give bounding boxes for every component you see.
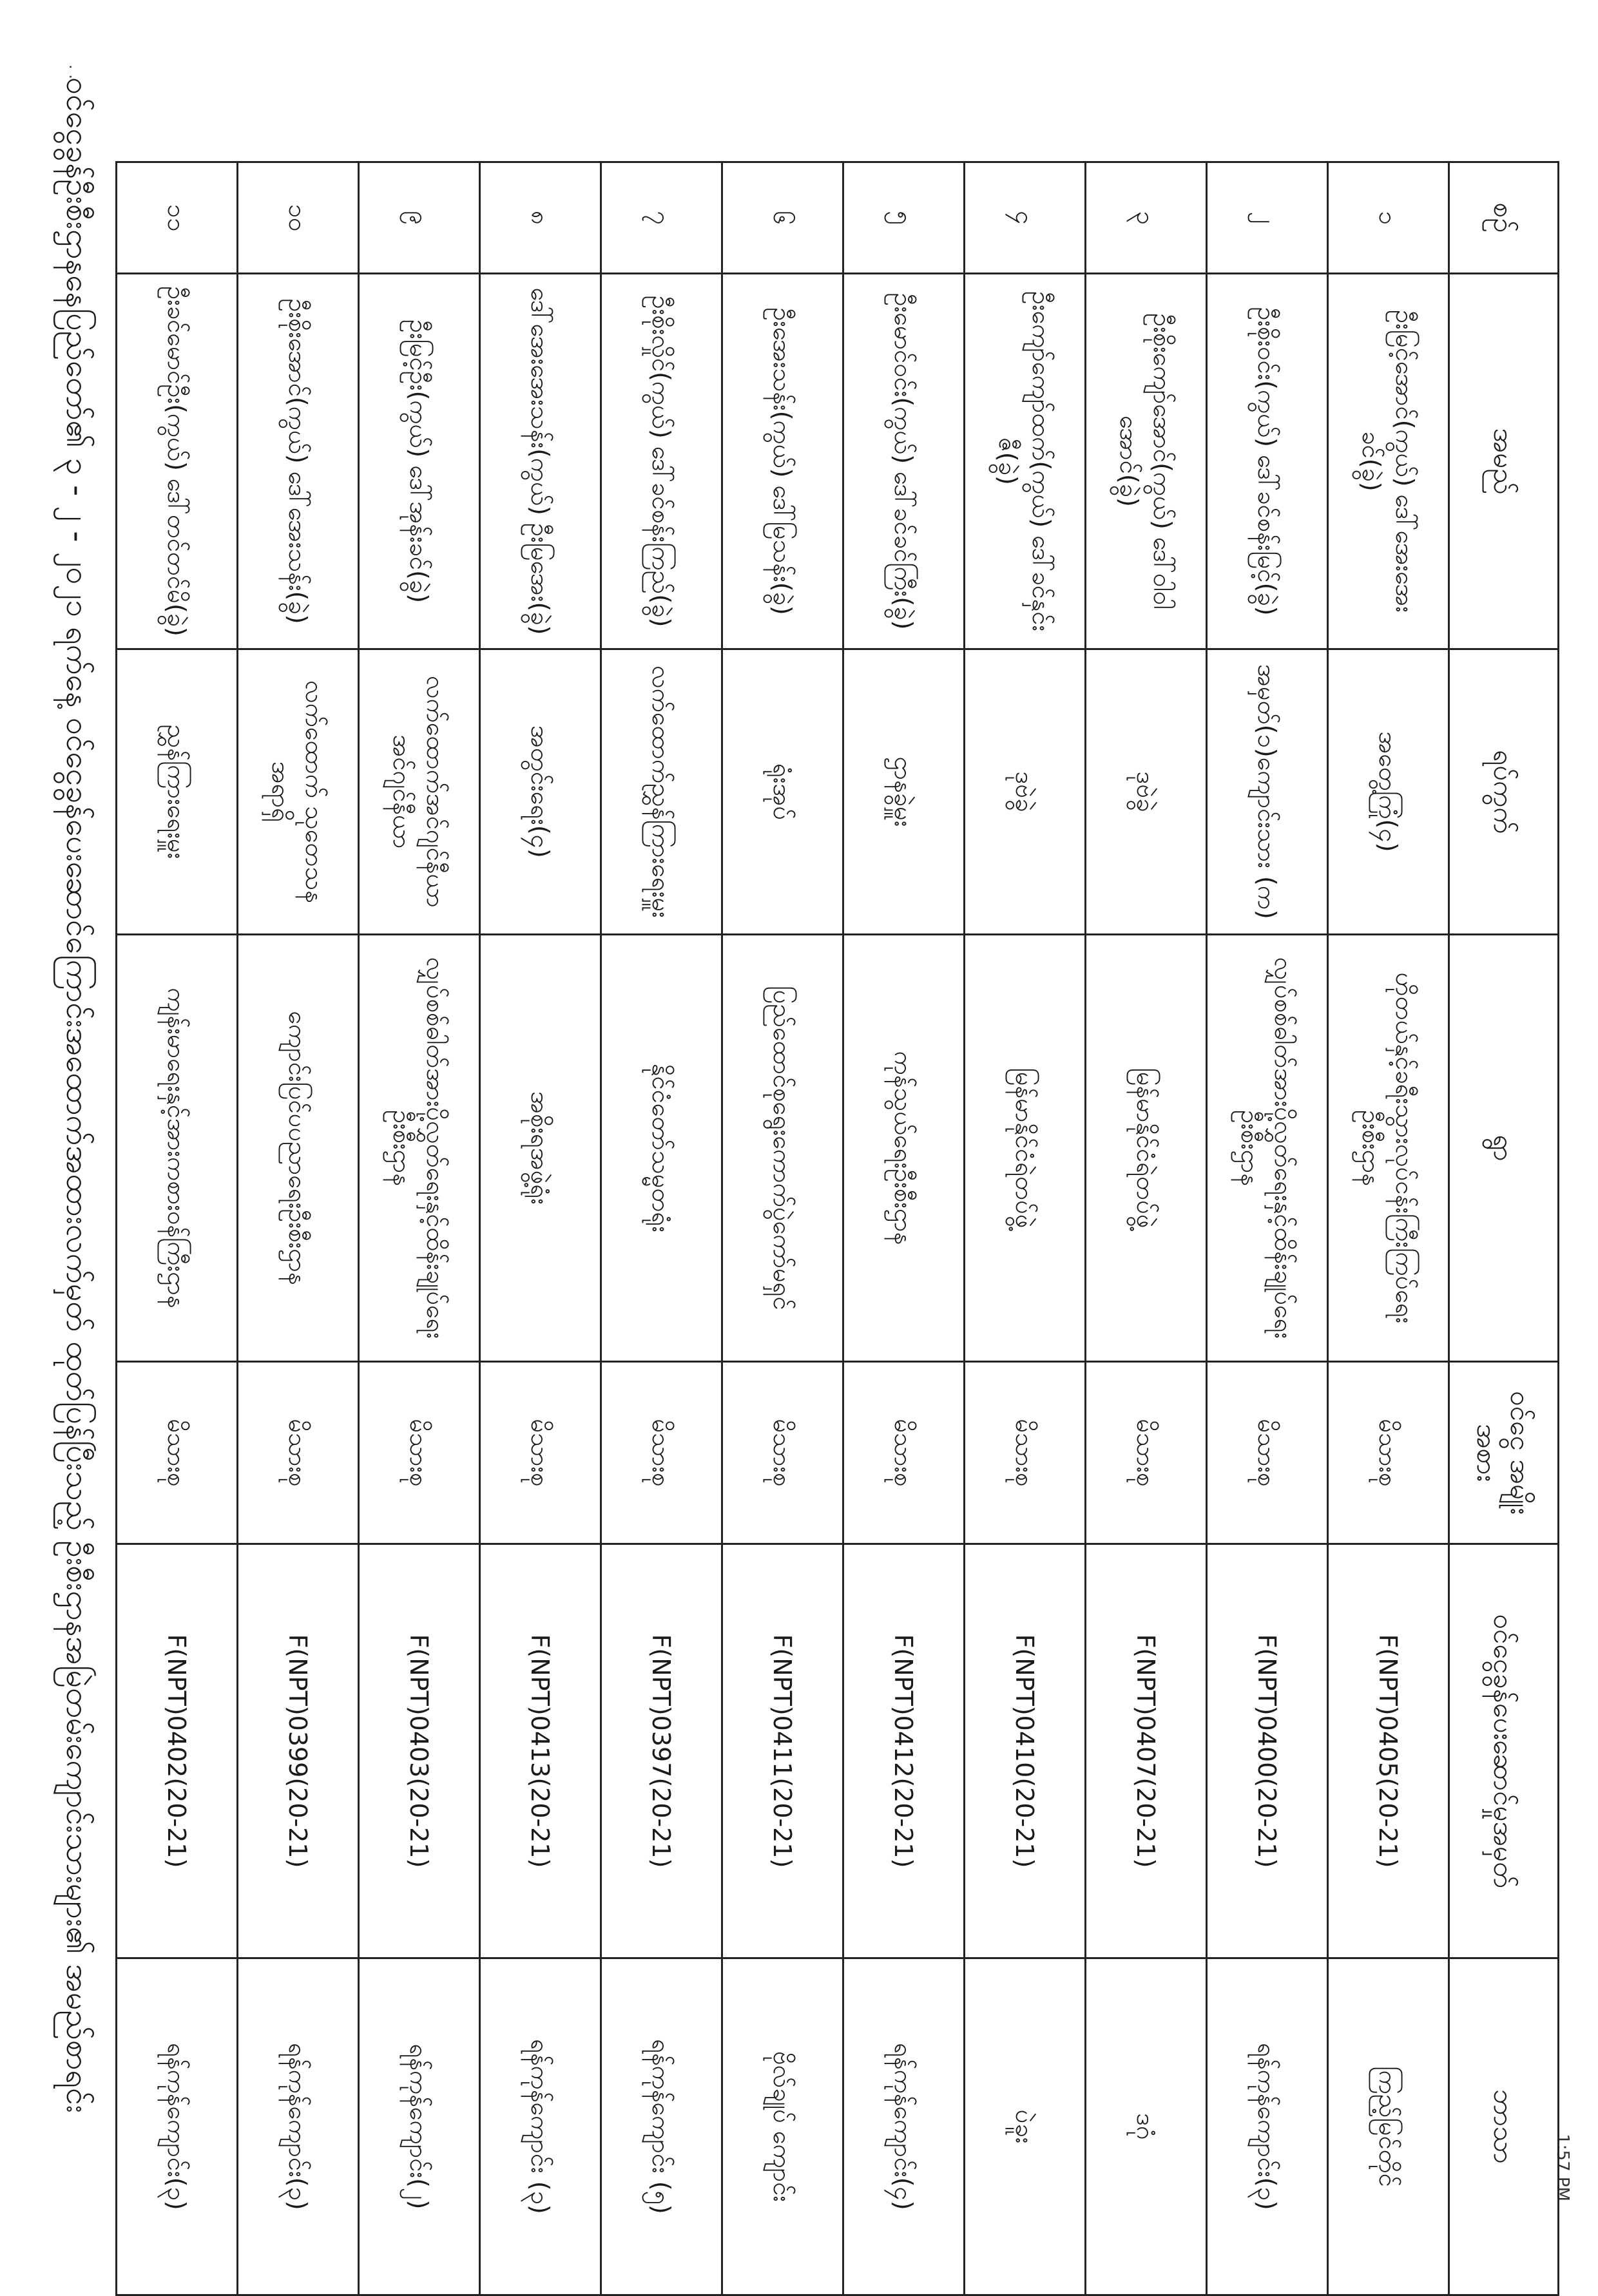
cell-cert: F(NPT)0407(20-21) [1086, 1544, 1207, 1958]
header-remark: ဘာသာ [1449, 1958, 1559, 2295]
cell-remark: ရန်ကုန်ကျောင်း(၄) [843, 1958, 965, 2295]
cell-no: ၆ [722, 162, 843, 274]
cell-no: ၃ [1086, 162, 1207, 274]
cell-cert: F(NPT)0397(20-21) [601, 1544, 722, 1958]
cell-type: မိသားစု [1207, 1362, 1328, 1544]
header-no: စဉ် [1449, 162, 1559, 274]
cell-village: မြန်မာနိုင်ငံရဲတပ်ဖွဲ့ [965, 935, 1086, 1362]
cell-type: မိသားစု [843, 1362, 965, 1544]
cell-village: လျှပ်စစ်ဓါတ်အားပို့လွှတ်ရေးနှင့်ထိန်းချုပ်ရေး ဦးစီးဌာန [359, 935, 480, 1362]
table-row [722, 162, 843, 2295]
cell-remark: ဒဂုံ [1086, 1958, 1207, 2295]
scan-timestamp: 1:57 PM [1553, 2134, 1572, 2201]
table-row [359, 162, 480, 2295]
cell-cert: F(NPT)0405(20-21) [1328, 1544, 1449, 1958]
cell-village: ကုန်သွယ်ရေးဦးစီးဌာန [843, 935, 965, 1362]
cell-name: ဦးကျော်ကျော်ထက်(ကွယ်) ဒေါ်ခင်နှင်းဇီ(ခွဲ) [965, 274, 1086, 649]
cell-ward: ဌာနခွဲမှူး [843, 649, 965, 935]
cell-ward: ဒုဗဲခွဲ [965, 649, 1086, 935]
cell-type: မိသားစု [722, 1362, 843, 1544]
cell-type: မိသားစု [238, 1362, 359, 1544]
cell-remark: ရန်ကုန်ကျောင်း (၅) [601, 1958, 722, 2295]
cell-type: မိသားစု [1086, 1362, 1207, 1544]
cell-ward: လက်ထောက်ညွှန်ကြားရေးမှူး [601, 649, 722, 935]
cell-no: ၈ [480, 162, 601, 274]
cell-no: ၇ [601, 162, 722, 274]
header-cert: ဝင်ငွေခွန်ပေးဆောင်မှုအမှတ် [1449, 1544, 1559, 1958]
cell-ward: လက်ထောက် သုတေသနအရာရှိ [238, 649, 359, 935]
cell-no: ၅ [843, 162, 965, 274]
header-ward: ရပ်ကွက် [1449, 649, 1559, 935]
cell-remark: ရန်ကုန်ကျောင်း(၃) [117, 1958, 238, 2295]
cell-ward: အတွေ့ကြုံ(၄) [1328, 649, 1449, 935]
cell-village: နိုင်ငံတော်သမ္မတရုံး [601, 935, 722, 1362]
table-row [480, 162, 601, 2295]
table-row [1207, 162, 1328, 2295]
cell-name: ဦးအေးသန်း(ကွယ်) ဒေါ်မြသန်း(ခွဲ) [722, 274, 843, 649]
cell-name: ဦးစိုးဝင်း(ကွယ်) ဒေါ်ခင်စန်းမြင့်(ခွဲ) [1207, 274, 1328, 649]
cell-remark: ရန်ကုန်ကျောင်း(၃) [238, 1958, 359, 2295]
cell-ward: အမှတ်(၁)ကျောင်းသား (က) [1207, 649, 1328, 935]
cell-cert: F(NPT)0412(20-21) [843, 1544, 965, 1958]
cell-ward: ရုံးအုပ် [722, 649, 843, 935]
residents-table [115, 161, 1559, 2296]
table-row [965, 162, 1086, 2295]
cell-village: လျှပ်စစ်ဓါတ်အားပို့လွှတ်ရေးနှင့်ထိန်းချုပ်ရေး ဦးစီးဌာန [1207, 935, 1328, 1362]
cell-type: မိသားစု [965, 1362, 1086, 1544]
cell-no: ၄ [965, 162, 1086, 274]
cell-type: မိသားစု [117, 1362, 238, 1544]
cell-name: ဒေါ်အေးအေးသန်း(ကွယ်) ဦးမြအေး(ခွဲ) [480, 274, 601, 649]
cell-type: မိသားစု [1328, 1362, 1449, 1544]
cell-cert: F(NPT)0411(20-21) [722, 1544, 843, 1958]
cell-name: ဦးမောင်ဝင်း(ကွယ်) ဒေါ်ခင်ခင်ကြီး(ခွဲ) [843, 274, 965, 649]
cell-cert: F(NPT)0399(20-21) [238, 1544, 359, 1958]
cell-no: ၁၁ [117, 162, 238, 274]
cell-remark: ရန်ကုန်ကျောင်း (၃) [480, 1958, 601, 2295]
cell-ward: ဒုဗဲခွဲ [1086, 649, 1207, 935]
table-row [843, 162, 965, 2295]
table-row [1328, 162, 1449, 2295]
document-title: ဝင်ငွေခွန်ဦးစီးဌာနနေပြည်တော်၏ ၃ - ၂ - ၂၀၂၁ ရက်နေ့ ဝင်ငွေခွန်ပေးဆောင်ကြောင်းအထောက်အထားလက်မှတ် ထုတ်ပြန်ပြီးသည့် ဦးစီးဌာနအမြဲတမ်းကျောင်းသားများ၏ အမည်စာရင်း [59, 77, 95, 2113]
header-village: ရွာ [1449, 935, 1559, 1362]
table-row [601, 162, 722, 2295]
table-body [117, 162, 1449, 2295]
header-type: ဝင်ငွေ အမျိုးအစား [1449, 1362, 1559, 1544]
table-header-row [1449, 162, 1559, 2295]
table-row [1086, 162, 1207, 2295]
cell-remark: ဗိုလ်ချုပ် ကျောင်း [722, 1958, 843, 2295]
cell-remark: ရန်ကုန်ကျောင်း(၂) [359, 1958, 480, 2295]
cell-cert: F(NPT)0402(20-21) [117, 1544, 238, 1958]
cell-no: ၁ [1328, 162, 1449, 274]
cell-cert: F(NPT)0410(20-21) [965, 1544, 1086, 1958]
cell-cert: F(NPT)0400(20-21) [1207, 1544, 1328, 1958]
cell-village: ကျန်းမာရေးနှင့်အားကစားဝန်ကြီးဌာန [117, 935, 238, 1362]
table-row [117, 162, 238, 2295]
cell-village: ဟိုတယ်နှင့်ခရီးသွားလုပ်ငန်းကြီးကြပ်ရေးဦးစီးဌာန [1328, 935, 1449, 1362]
cell-name: ဦးခင်မောင်ဦး(ကွယ်) ဒေါ်တင်တင်မိ(ခွဲ) [117, 274, 238, 649]
cell-ward: လက်ထောက်အင်ဂျင်နီယာ အင်ဂျင်နီယာ [359, 649, 480, 935]
cell-village: မြန်မာနိုင်ငံရဲတပ်ဖွဲ့ [1086, 935, 1207, 1362]
table-row [238, 162, 359, 2295]
cell-name: ဦးစိုးအောင်(ကွယ်) ဒေါ်အေးသန်း(ခွဲ) [238, 274, 359, 649]
cell-village: အစိုးရအဖွဲ့ရုံး [480, 935, 601, 1362]
cell-type: မိသားစု [601, 1362, 722, 1544]
cell-type: မိသားစု [480, 1362, 601, 1544]
cell-name: ဦးမြင့်အောင်(ကွယ်) ဒေါ်အေးအေးခင်(ခွဲ) [1328, 274, 1449, 649]
margin-marks: . . [66, 64, 84, 79]
cell-name: ဦးစိုးကျော်အောင်(ကွယ်) ဒေါ်ဝါဝါအောင်(ခွဲ) [1086, 274, 1207, 649]
cell-remark: ပဲခူး [965, 1958, 1086, 2295]
cell-ward: အတွင်းရေး(၄) [480, 649, 601, 935]
cell-type: မိသားစု [359, 1362, 480, 1544]
cell-cert: F(NPT)0403(20-21) [359, 1544, 480, 1958]
cell-no: ၉ [359, 162, 480, 274]
cell-no: ၁၀ [238, 162, 359, 274]
cell-name: ဦးစိုးလှိုင်(ကွယ်) ဒေါ်ခင်စန်းကြည်(ခွဲ) [601, 274, 722, 649]
cell-name: ဦးမြင့်ဦး(ကွယ်) ဒေါ်အုန်းခင်(ခွဲ) [359, 274, 480, 649]
header-name: အမည် [1449, 274, 1559, 649]
cell-remark: ကြည့်မြင်တိုင် [1328, 1958, 1449, 2295]
cell-village: ပြည်ထောင်စုရွေးကောက်ပွဲကော်မရှင် [722, 935, 843, 1362]
cell-village: ကျောင်းပြင်ပပညာရေးဦးစီးဌာန [238, 935, 359, 1362]
cell-ward: ညွှန်ကြားရေးမှူး [117, 649, 238, 935]
cell-remark: ရန်ကုန်ကျောင်း(၃) [1207, 1958, 1328, 2295]
cell-cert: F(NPT)0413(20-21) [480, 1544, 601, 1958]
cell-no: ၂ [1207, 162, 1328, 274]
